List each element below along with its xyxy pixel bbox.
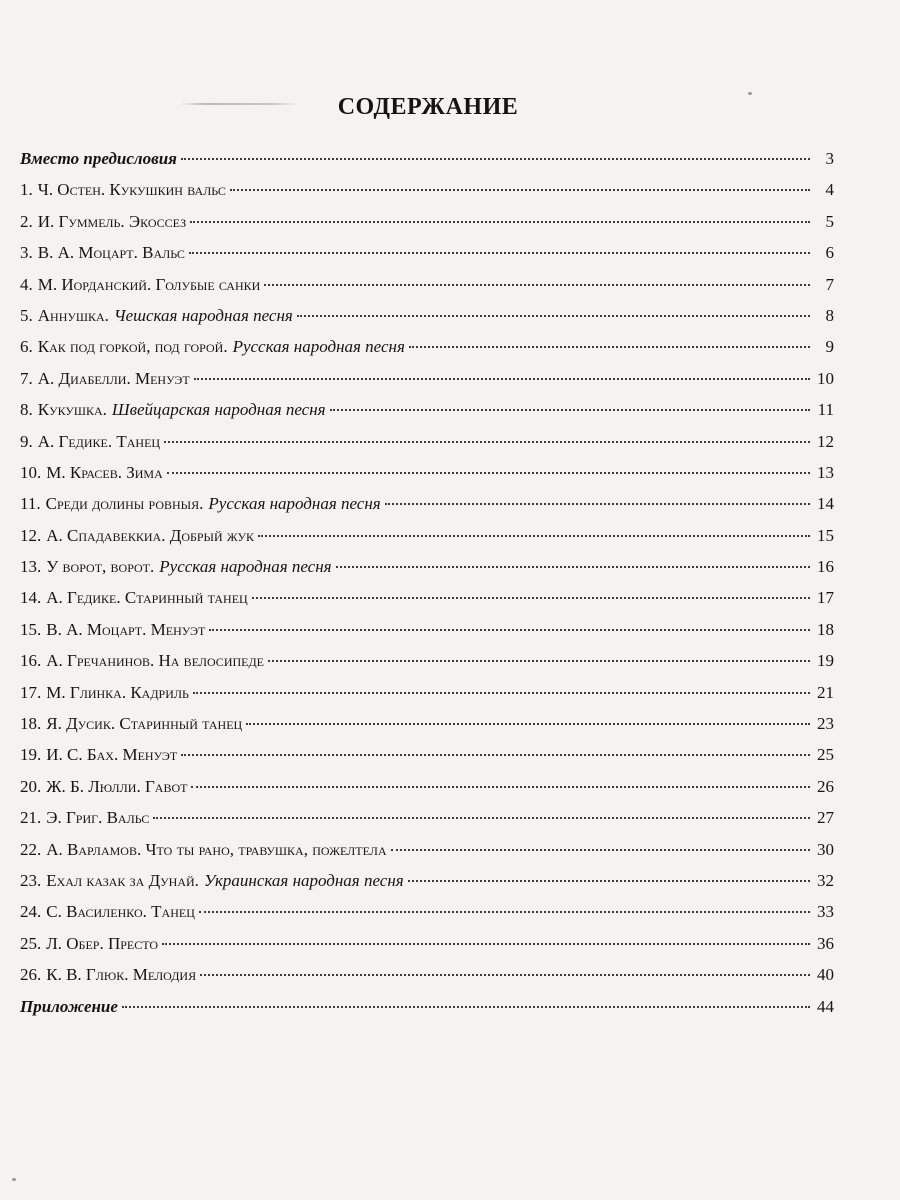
toc-entry-text [20, 959, 196, 990]
toc-entry-text [20, 834, 387, 865]
toc-entry-text [20, 582, 248, 613]
toc-entry-text [20, 300, 293, 331]
toc-entry-title: И. С. Бах. Менуэт [46, 745, 178, 765]
toc-entry [20, 645, 834, 676]
toc-entry-number: 4. [20, 274, 33, 294]
dot-leader [336, 566, 810, 568]
toc-page-number: 17 [817, 588, 834, 608]
toc-page-number: 6 [825, 243, 834, 263]
toc-entry [20, 708, 834, 739]
dot-leader [153, 817, 810, 819]
toc-entry-title: В. А. Моцарт. Вальс [37, 243, 185, 263]
toc-page-number: 40 [817, 965, 834, 985]
dot-leader [385, 503, 810, 505]
toc-page-number: 23 [817, 714, 834, 734]
toc-entry-subtitle: Чешская народная песня [113, 305, 293, 325]
toc-entry-number: 1. [20, 180, 33, 200]
toc-entry-number: 2. [20, 211, 33, 231]
dot-leader [252, 597, 810, 599]
toc-page-number: 30 [817, 839, 834, 859]
dot-leader [409, 346, 810, 348]
toc-entry-title: С. Василенко. Танец [46, 902, 195, 922]
toc-page-number: 19 [817, 651, 834, 671]
dot-leader [209, 629, 810, 631]
dot-leader [162, 943, 810, 945]
toc-entry-text [20, 802, 149, 833]
toc-entry-text [20, 677, 189, 708]
toc-entry [20, 677, 834, 708]
toc-entry [20, 520, 834, 551]
toc-entry-text [20, 457, 163, 488]
toc-entry-number: 18. [20, 714, 42, 734]
toc-entry-number: 25. [20, 933, 42, 953]
toc-entry-text [20, 426, 160, 457]
toc-page-number: 32 [817, 870, 834, 890]
toc-entry [20, 551, 834, 582]
toc-page-number: 14 [817, 494, 834, 514]
toc-entry-number: 26. [20, 965, 42, 985]
toc-entry [20, 991, 834, 1022]
toc-entry [20, 426, 834, 457]
toc-entry [20, 237, 834, 268]
dot-leader [268, 660, 810, 662]
toc-entry-number: 20. [20, 776, 42, 796]
toc-entry-title: Ж. Б. Люлли. Гавот [46, 776, 188, 796]
dot-leader [199, 911, 810, 913]
toc-page-number: 21 [817, 682, 834, 702]
toc-entry-number: 19. [20, 745, 42, 765]
toc-page-number: 13 [817, 462, 834, 482]
toc-entry [20, 300, 834, 331]
toc-page-number: 3 [825, 149, 834, 168]
toc-entry-number: 6. [20, 337, 33, 357]
toc-entry-number: 3. [20, 243, 33, 263]
toc-entry-text [20, 991, 118, 1022]
toc-page-number: 44 [817, 996, 834, 1016]
toc-entry-number: 22. [20, 839, 42, 859]
toc-entry-title: А. Гедике. Танец [37, 431, 161, 451]
toc-entry-number: 13. [20, 557, 42, 577]
toc-page-number: 25 [817, 745, 834, 765]
dot-leader [193, 692, 810, 694]
toc-entry-title: Среди долины ровныя. [45, 494, 204, 514]
dot-leader [122, 1006, 810, 1008]
toc-entry [20, 174, 834, 205]
toc-entry-subtitle: Русская народная песня [232, 337, 405, 357]
toc-entry-title: Я. Дусик. Старинный танец [46, 714, 243, 734]
toc-entry-text [20, 645, 264, 676]
toc-entry [20, 896, 834, 927]
table-of-contents [20, 143, 834, 1022]
toc-entry-title: А. Гречанинов. На велосипеде [46, 651, 264, 671]
dot-leader [391, 849, 810, 851]
toc-entry [20, 363, 834, 394]
toc-entry [20, 928, 834, 959]
toc-entry [20, 331, 834, 362]
toc-entry-title: А. Спадавеккиа. Добрый жук [46, 525, 255, 545]
toc-page-number: 36 [817, 933, 834, 953]
toc-entry [20, 614, 834, 645]
toc-entry-text [20, 488, 381, 519]
toc-entry-title: Как под горкой, под горой. [37, 337, 228, 357]
toc-entry-text [20, 771, 187, 802]
toc-entry-number: 7. [20, 368, 33, 388]
toc-entry-text [20, 739, 177, 770]
toc-entry-text [20, 237, 185, 268]
toc-entry-number: 17. [20, 682, 42, 702]
toc-entry-subtitle: Русская народная песня [159, 557, 332, 577]
toc-entry-text [20, 614, 205, 645]
toc-page-number: 11 [817, 400, 834, 420]
toc-entry-text [20, 708, 242, 739]
toc-entry-number: 14. [20, 588, 42, 608]
toc-page-number: 33 [817, 902, 834, 922]
toc-entry [20, 802, 834, 833]
toc-entry-number: 10. [20, 462, 42, 482]
toc-entry [20, 834, 834, 865]
scan-artifact-dot [12, 1178, 16, 1181]
dot-leader [191, 786, 810, 788]
toc-entry-number: 23. [20, 870, 42, 890]
page-title: СОДЕРЖАНИЕ [337, 94, 519, 120]
dot-leader [181, 754, 810, 756]
dot-leader [167, 472, 810, 474]
toc-entry-text [20, 269, 260, 300]
dot-leader [330, 409, 810, 411]
toc-entry-number: 12. [20, 525, 42, 545]
toc-entry-text [20, 143, 177, 174]
toc-page-number: 10 [817, 368, 834, 388]
toc-entry-number: 15. [20, 619, 42, 639]
dot-leader [181, 158, 810, 160]
toc-page-number: 27 [817, 808, 834, 828]
dot-leader [164, 441, 810, 443]
toc-entry [20, 739, 834, 770]
toc-entry-text [20, 206, 186, 237]
dot-leader [297, 315, 810, 317]
toc-entry-subtitle: Украинская народная песня [203, 870, 404, 890]
toc-entry [20, 771, 834, 802]
toc-entry-number: 24. [20, 902, 42, 922]
toc-entry-text [20, 551, 332, 582]
dot-leader [264, 284, 810, 286]
toc-entry-title: К. В. Глюк. Мелодия [46, 965, 197, 985]
toc-page-number: 9 [825, 337, 834, 357]
toc-entry-title: А. Гедике. Старинный танец [46, 588, 248, 608]
toc-entry-title: Э. Григ. Вальс [46, 808, 150, 828]
dot-leader [200, 974, 810, 976]
toc-entry-text [20, 520, 254, 551]
toc-entry-text [20, 363, 190, 394]
toc-entry-subtitle: Швейцарская народная песня [111, 400, 326, 420]
toc-page-number: 8 [825, 305, 834, 325]
toc-entry-title: Кукушка. [37, 400, 107, 420]
toc-entry [20, 206, 834, 237]
toc-entry-title: У ворот, ворот. [46, 557, 155, 577]
toc-entry-subtitle: Русская народная песня [208, 494, 381, 514]
toc-entry [20, 457, 834, 488]
toc-entry-title: Л. Обер. Престо [46, 933, 159, 953]
toc-entry-title: М. Красев. Зима [46, 462, 163, 482]
toc-entry-text [20, 331, 405, 362]
toc-entry-title: Вместо предисловия [20, 149, 177, 168]
dot-leader [246, 723, 810, 725]
toc-entry-number: 5. [20, 305, 33, 325]
toc-entry-title: М. Глинка. Кадриль [46, 682, 189, 702]
toc-entry-text [20, 394, 326, 425]
toc-entry-title: А. Варламов. Что ты рано, травушка, пожелтела [46, 839, 387, 859]
toc-entry-number: 11. [20, 494, 41, 514]
toc-entry-title: М. Иорданский. Голубые санки [37, 274, 261, 294]
toc-entry [20, 582, 834, 613]
toc-entry [20, 865, 834, 896]
toc-entry-text [20, 928, 158, 959]
toc-page-number: 4 [825, 180, 834, 200]
toc-entry [20, 959, 834, 990]
toc-page-number: 12 [817, 431, 834, 451]
toc-entry-title: И. Гуммель. Экоссез [37, 211, 187, 231]
dot-leader [230, 189, 810, 191]
dot-leader [190, 221, 810, 223]
toc-entry-number: 9. [20, 431, 33, 451]
toc-page-number: 18 [817, 619, 834, 639]
dot-leader [189, 252, 810, 254]
toc-entry-title: В. А. Моцарт. Менуэт [46, 619, 206, 639]
toc-entry-title: Ч. Остен. Кукушкин вальс [37, 180, 226, 200]
toc-entry [20, 488, 834, 519]
dot-leader [258, 535, 810, 537]
toc-page-number: 15 [817, 525, 834, 545]
toc-page-number: 26 [817, 776, 834, 796]
toc-entry-text [20, 865, 404, 896]
toc-entry-title: А. Диабелли. Менуэт [37, 368, 190, 388]
toc-entry-number: 16. [20, 651, 42, 671]
dot-leader [194, 378, 810, 380]
toc-entry-title: Ехал казак за Дунай. [46, 870, 199, 890]
toc-entry [20, 394, 834, 425]
toc-entry [20, 143, 834, 174]
toc-entry-number: 21. [20, 808, 42, 828]
toc-entry-title: Приложение [20, 996, 118, 1016]
toc-entry [20, 269, 834, 300]
toc-entry-title: Аннушка. [37, 305, 109, 325]
toc-entry-text [20, 896, 195, 927]
toc-page-number: 5 [825, 211, 834, 231]
toc-entry-number: 8. [20, 400, 33, 420]
toc-page-number: 16 [817, 557, 834, 577]
toc-entry-text [20, 174, 226, 205]
dot-leader [408, 880, 810, 882]
toc-page-number: 7 [825, 274, 834, 294]
